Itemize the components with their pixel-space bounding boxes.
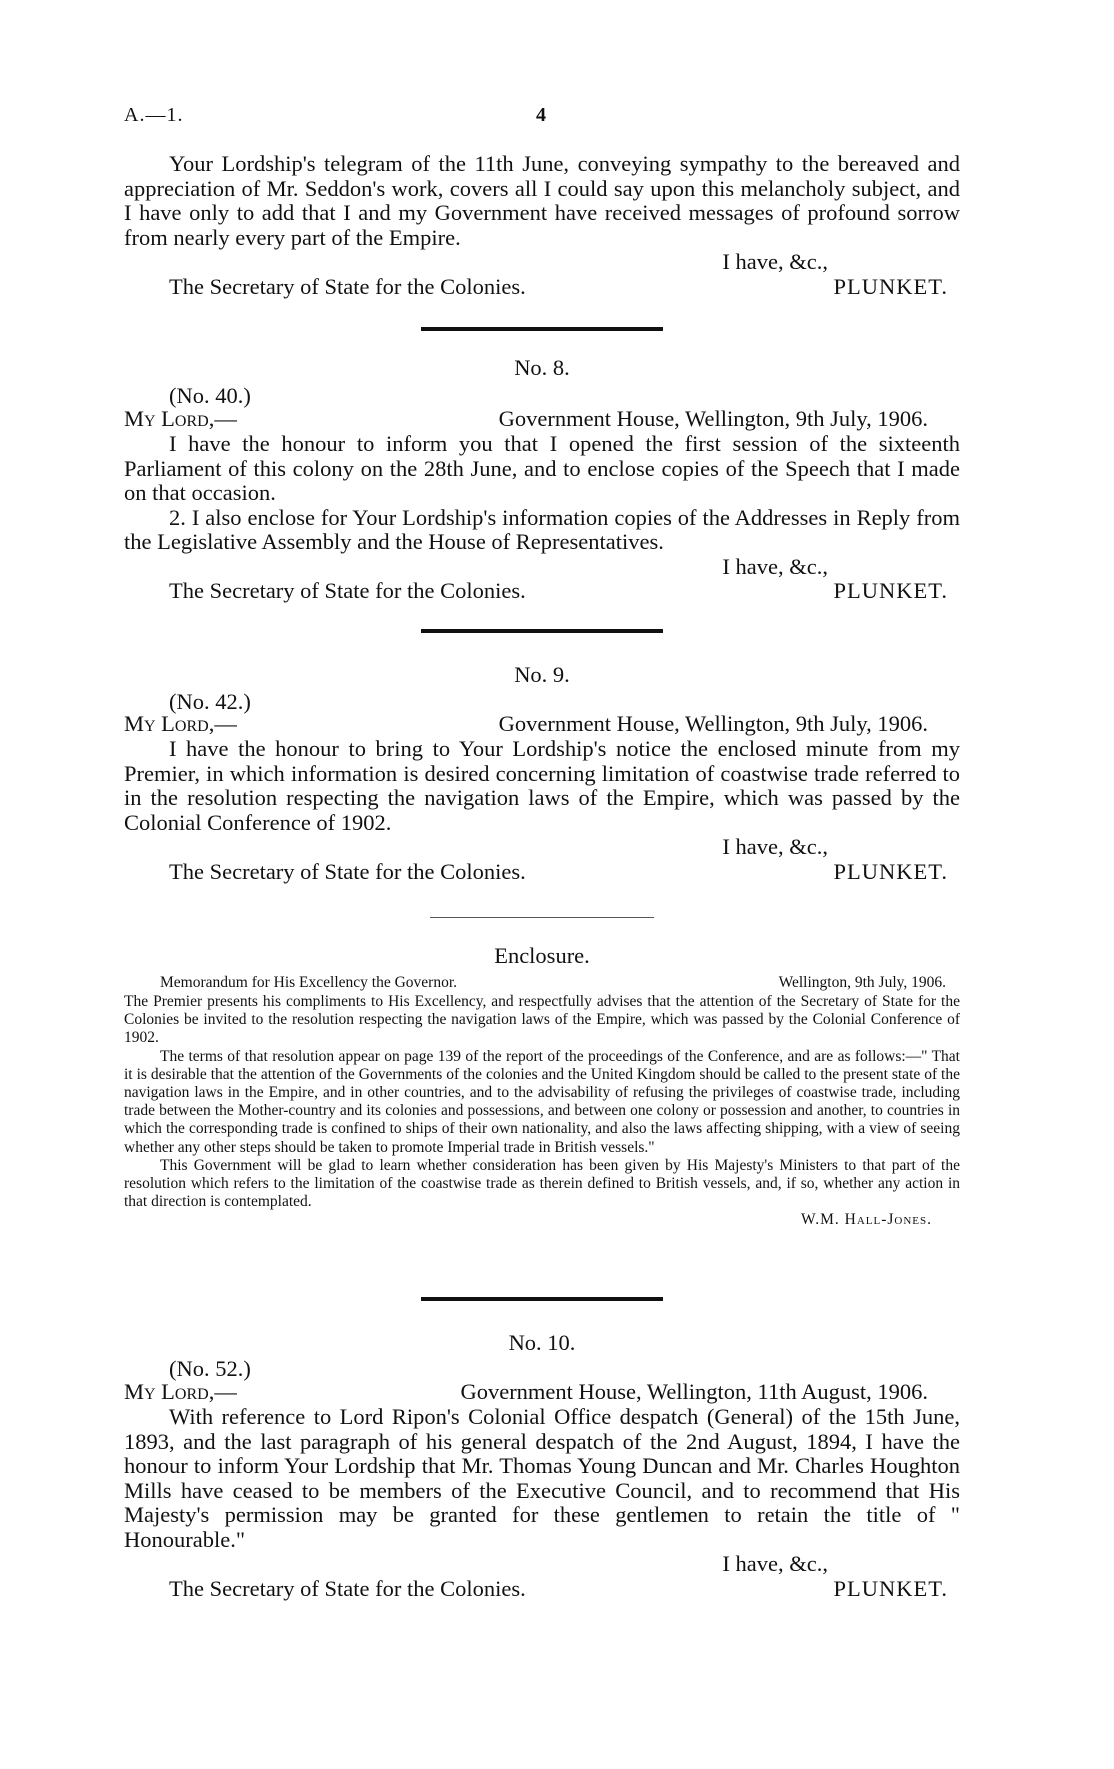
memo-paragraph-2: The terms of that resolution appear on page 139 of the report of the proceedings of the Conference, and are as follows:—" That it is desirable that the attention of the Governments of the colonies and the United Kingdom should be called to the present state of the navigation laws in the Empire, and in other countries, and to the advisability of refusing the privileges of coastwise trade, including trade between the Mother-country and its colonies and possessions, and between one colony or possession and another, to countries in which the corresponding trade is confined to ships of their own nationality, and also the laws affecting shipping, with a view of seeing whether any other steps should be taken to promote Imperial trade in British vessels." — [124, 1047, 960, 1156]
no8-place-date: Government House, Wellington, 9th July, 1906. — [498, 406, 928, 431]
memo-heading-line — [124, 974, 960, 993]
section-divider — [421, 1297, 663, 1301]
enclosure-title: Enclosure. — [494, 943, 590, 968]
no9-title: No. 9. — [514, 662, 570, 687]
intro-letter — [124, 152, 960, 300]
memo-heading: Memorandum for His Excellency the Governor. — [160, 974, 457, 991]
memo-paragraph-1: The Premier presents his compliments to His Excellency, and respectfully advises that the attention of the Secretary of State for the Colonies be invited to the resolution respecting the navigation laws of the Empire, which was passed by the Colonial Conference of 1902. — [124, 993, 960, 1047]
intro-closing: I have, &c., — [722, 249, 828, 274]
parliamentary-paper-ref: A.—1. — [124, 104, 184, 126]
no10-letter — [124, 1380, 960, 1602]
no9-letter — [124, 712, 960, 885]
section-divider — [421, 327, 663, 331]
no9-signature-line — [124, 860, 960, 885]
no10-title: No. 10. — [508, 1330, 576, 1355]
no9-address-line — [124, 712, 960, 737]
section-divider — [421, 629, 663, 633]
no10-paragraph-1: With reference to Lord Ripon's Colonial Office despatch (General) of the 15th June, 1893, and the last paragraph of his general despatch of the 2nd August, 1894, I have the honour to inform Your Lordship that Mr. Thomas Young Duncan and Mr. Charles Houghton Mills have ceased to be members of the Executive Council, and to recommend that His Majesty's permission may be granted for these gentlemen to retain the title of " Honourable." — [124, 1404, 960, 1552]
no8-signature: PLUNKET. — [833, 578, 948, 603]
no8-closing: I have, &c., — [722, 553, 828, 579]
no10-signature: PLUNKET. — [833, 1575, 948, 1601]
no9-signature: PLUNKET. — [833, 858, 948, 884]
no8-paragraph-2: 2. I also enclose for Your Lordship's information copies of the Addresses in Reply from the Legislative Assembly and the House of Representatives. — [124, 504, 960, 554]
memo-signature: W.M. Hall-Jones. — [801, 1211, 932, 1229]
no10-closing: I have, &c., — [722, 1551, 828, 1576]
no10-number: (No. 52.) — [169, 1356, 251, 1381]
intro-signature: PLUNKET. — [833, 273, 948, 299]
no10-signature-line — [124, 1577, 960, 1602]
no9-paragraph-1: I have the honour to bring to Your Lordship's notice the enclosed minute from my Premier, in which information is desired concerning limitation of coastwise trade referred to in the resolution respecting the navigation laws of the Empire, which was passed by the Colonial Conference of 1902. — [124, 736, 960, 835]
no9-salutation: My Lord,— — [124, 711, 237, 736]
no10-place-date: Government House, Wellington, 11th August, 1906. — [460, 1379, 928, 1404]
intro-signature-line — [124, 275, 960, 300]
no9-number: (No. 42.) — [169, 689, 251, 714]
memo-paragraph-3: This Government will be glad to learn whether consideration has been given by His Majesty's Ministers to that part of the resolution which refers to the limitation of the coastwise trade as therein defined to British vessels, and, if so, whether any action in that direction is contemplated. — [124, 1156, 960, 1211]
intro-paragraph: Your Lordship's telegram of the 11th June, conveying sympathy to the bereaved and appreciation of Mr. Seddon's work, covers all I could say upon this melancholy subject, and I have only to add that I and my Government have received messages of profound sorrow from nearly every part of the Empire. — [124, 151, 960, 250]
no9-closing: I have, &c., — [722, 834, 828, 859]
enclosure-memorandum — [124, 974, 960, 1230]
no8-addressee: The Secretary of State for the Colonies. — [169, 578, 526, 603]
no10-salutation: My Lord,— — [124, 1379, 237, 1404]
no8-title: No. 8. — [514, 355, 570, 380]
no8-address-line — [124, 407, 960, 432]
memo-place-date: Wellington, 9th July, 1906. — [778, 974, 946, 991]
no8-salutation: My Lord,— — [124, 406, 237, 431]
no8-paragraph-1: I have the honour to inform you that I opened the first session of the sixteenth Parliament of this colony on the 28th June, and to enclose copies of the Speech that I made on that occasion. — [124, 431, 960, 505]
no10-addressee: The Secretary of State for the Colonies. — [169, 1575, 526, 1601]
no8-number: (No. 40.) — [169, 383, 251, 408]
enclosure-divider — [430, 917, 654, 918]
page-header — [124, 104, 960, 130]
page-number: 4 — [536, 104, 546, 126]
no10-address-line — [124, 1380, 960, 1405]
no9-place-date: Government House, Wellington, 9th July, 1906. — [498, 711, 928, 736]
intro-addressee: The Secretary of State for the Colonies. — [169, 273, 526, 299]
no9-addressee: The Secretary of State for the Colonies. — [169, 858, 526, 884]
no8-signature-line — [124, 579, 960, 604]
no8-letter — [124, 407, 960, 604]
